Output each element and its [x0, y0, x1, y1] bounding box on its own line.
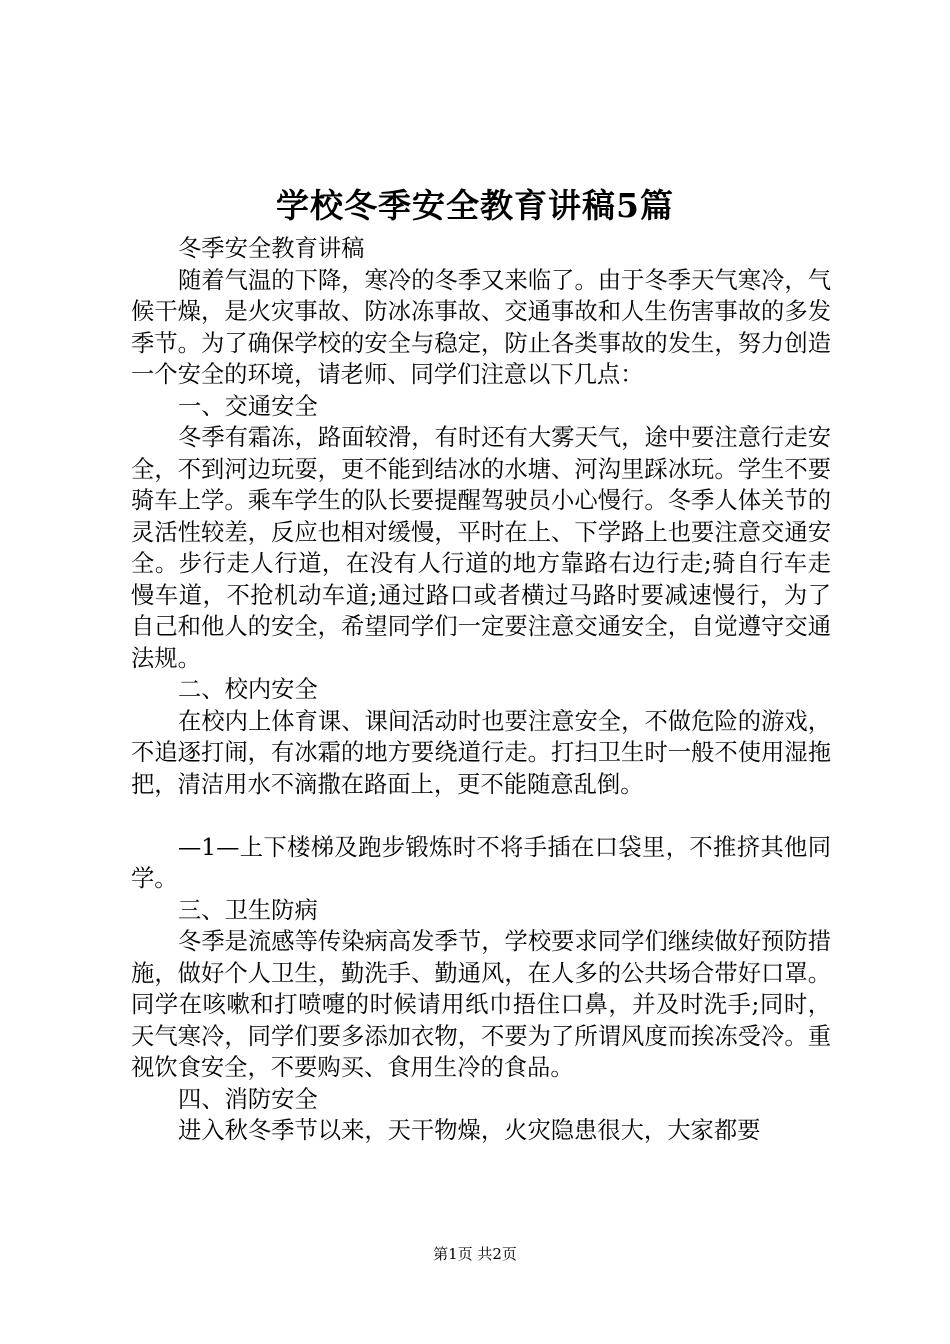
section-heading-traffic: 一、交通安全 — [178, 392, 318, 420]
traffic-paragraph: 冬季有霜冻，路面较滑，有时还有大雾天气，途中要注意行走安全，不到河边玩耍，更不能到结冰的水塘、河沟里踩冰玩。学生不要骑车上学。乘车学生的队长要提醒驾驶员小心慢行。冬季人体关节的灵活性较差，反应也相对缓慢，平时在上、下学路上也要注意交通安全。步行走人行道，在没有人行道的地方靠路右边行走;骑自行车走慢车道，不抢机动车道;通过路口或者横过马路时要减速慢行，为了自己和他人的安全，希望同学们一定要注意交通安全，自觉遵守交通法规。 — [131, 424, 831, 672]
fire-paragraph: 进入秋冬季节以来，天干物燥，火灾隐患很大，大家都要 — [178, 1117, 761, 1144]
document-body — [131, 233, 831, 1147]
campus-paragraph: 在校内上体育课、课间活动时也要注意安全，不做危险的游戏，不追逐打闹，有冰霜的地方要绕道行走。打扫卫生时一般不使用湿拖把，清洁用水不滴撒在路面上，更不能随意乱倒。 — [131, 707, 831, 798]
section-heading-fire: 四、消防安全 — [178, 1085, 318, 1113]
subtitle-paragraph: 冬季安全教育讲稿 — [178, 235, 365, 262]
document-title: 学校冬季安全教育讲稿5篇 — [276, 186, 674, 225]
section-heading-health: 三、卫生防病 — [178, 896, 318, 924]
section-heading-campus: 二、校内安全 — [178, 676, 318, 703]
intro-paragraph: 随着气温的下降，寒冷的冬季又来临了。由于冬季天气寒冷，气候干燥，是火灾事故、防冰冻事故、交通事故和人生伤害事故的多发季节。为了确保学校的安全与稳定，防止各类事故的发生，努力创造一个安全的环境，请老师、同学们注意以下几点： — [131, 266, 831, 388]
health-paragraph: 冬季是流感等传染病高发季节，学校要求同学们继续做好预防措施，做好个人卫生，勤洗手、勤通风，在人多的公共场合带好口罩。同学在咳嗽和打喷嚏的时候请用纸巾捂住口鼻，并及时洗手;同时，天气寒冷，同学们要多添加衣物，不要为了所谓风度而挨冻受冷。重视饮食安全，不要购买、食用生冷的食品。 — [131, 928, 831, 1081]
paragraph-gap — [131, 800, 831, 832]
page-number-footer: 第1页 共2页 — [433, 1245, 517, 1263]
stairs-paragraph: —1—上下楼梯及跑步锻炼时不将手插在口袋里，不推挤其他同学。 — [131, 833, 831, 892]
